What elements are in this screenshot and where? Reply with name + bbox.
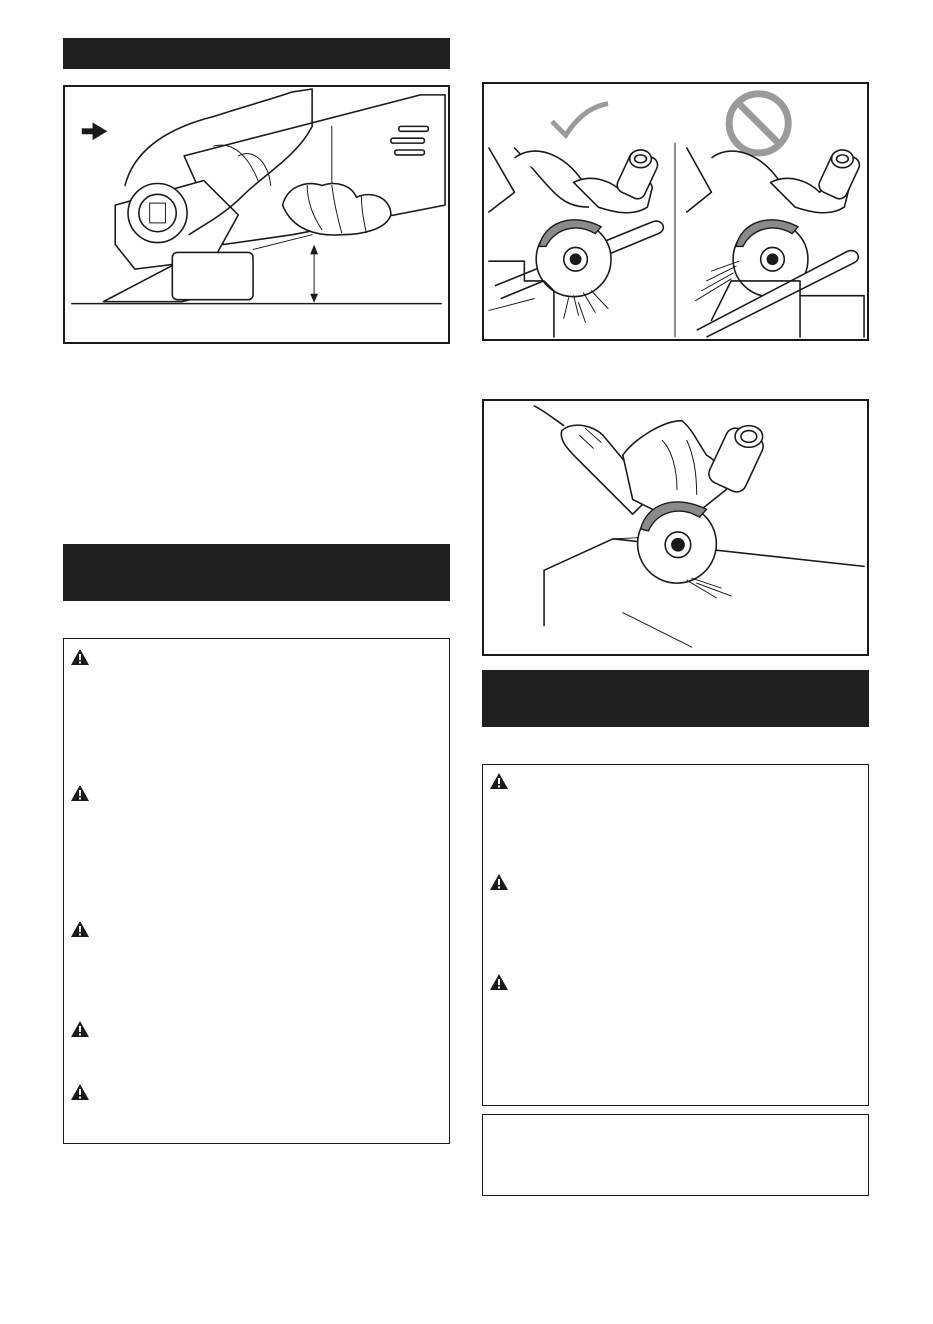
warning-triangle-icon <box>70 920 90 938</box>
warning-triangle-icon <box>489 973 509 991</box>
grinder-illustration <box>65 87 448 342</box>
prohibition-icon <box>729 94 788 153</box>
warning-triangle-icon <box>489 873 509 891</box>
warning-triangle-icon <box>489 772 509 790</box>
cutting-illustration <box>484 401 867 654</box>
warning-triangle-icon <box>70 1020 90 1038</box>
correct-cutting-scene <box>489 148 663 337</box>
section-header-bar-top <box>63 38 450 69</box>
warning-triangle-icon <box>70 648 90 666</box>
checkmark-icon <box>552 104 608 136</box>
section-header-bar-right <box>482 670 869 727</box>
warning-box-left <box>63 638 450 1144</box>
section-header-bar-middle <box>63 544 450 601</box>
correct-incorrect-illustration <box>484 84 867 339</box>
warning-triangle-icon <box>70 1083 90 1101</box>
figure-angle-grinding <box>63 85 450 344</box>
arrow-right-icon <box>82 122 108 140</box>
incorrect-cutting-scene <box>687 148 864 337</box>
figure-correct-vs-incorrect-cutting <box>482 82 869 341</box>
note-box <box>482 1114 869 1196</box>
warning-triangle-icon <box>70 784 90 802</box>
warning-box-right <box>482 764 869 1106</box>
figure-cutting-workpiece <box>482 399 869 656</box>
